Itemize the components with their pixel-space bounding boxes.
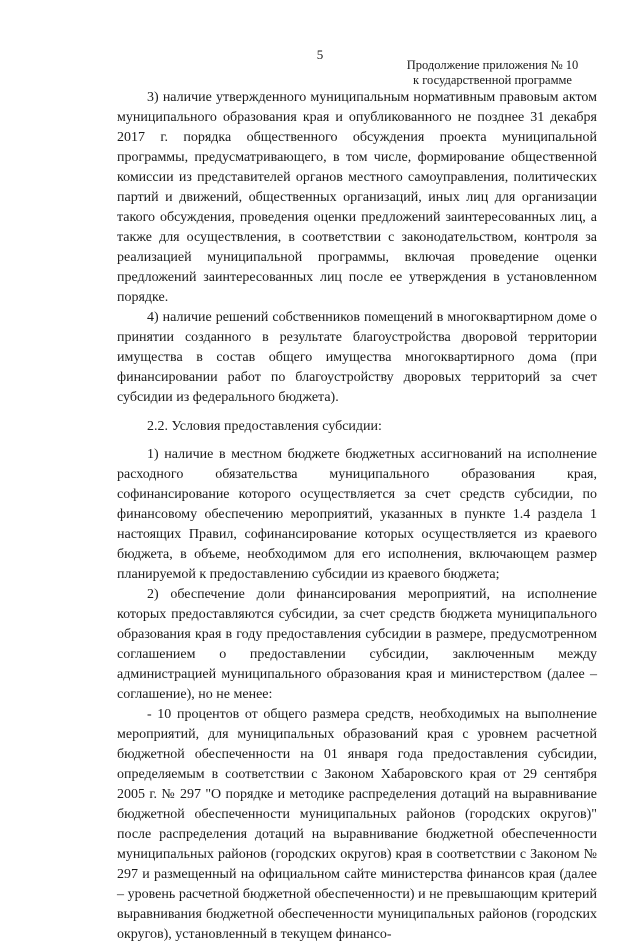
paragraph-condition-2: 2) обеспечение доли финансирования мероприятий, на исполнение которых предоставляются субсидии, за счет средств бюджета муниципального образования края в году предоставления субсидии в размере, предусмотренном соглашением о предоставлении субсидии, заключенным между администрацией муниципального образования края и министерством (далее – соглашение), но не менее: xyxy=(117,587,597,702)
section-title-2-2: 2.2. Условия предоставления субсидии: xyxy=(147,419,382,434)
appendix-header xyxy=(385,58,600,88)
appendix-header-line-2: к государственной программе xyxy=(413,73,572,87)
paragraph-item-3: 3) наличие утвержденного муниципальным нормативным правовым актом муниципального образования края и опубликованного не позднее 31 декабря 2017 г. порядка общественного обсуждения проекта муниципальной программы, предусматривающего, в том числе, формирование общественной комиссии из представителей органов местного самоуправления, политических партий и движений, общественных организаций, иных лиц для организации такого обсуждения, проведения оценки предложений заинтересованных лиц, а также для осуществления, в соответствии с законодательством, контроля за реализацией муниципальной программы, включая проведение оценки предложений заинтересованных лиц после ее утверждения в установленном порядке. xyxy=(117,90,597,305)
page-number: 5 xyxy=(316,47,324,62)
paragraph-condition-1: 1) наличие в местном бюджете бюджетных ассигнований на исполнение расходного обязательства муниципального образования края, софинансирование которого осуществляется за счет средств субсидии, по финансовому обеспечению мероприятий, указанных в пункте 1.4 раздела 1 настоящих Правил, софинансирование которых осуществляется из краевого бюджета, в объеме, необходимом для его исполнения, включающем размер планируемой к предоставлению субсидии из краевого бюджета; xyxy=(117,447,597,582)
document-body xyxy=(117,88,597,945)
paragraph-condition-2-bullet: - 10 процентов от общего размера средств, необходимых на выполнение мероприятий, для муниципальных образований края с уровнем расчетной бюджетной обеспеченности на 01 января года предоставления субсидии, определяемым в соответствии с Законом Хабаровского края от 29 сентября 2005 г. № 297 "О порядке и методике распределения дотаций на выравнивание бюджетной обеспеченности муниципальных районов (городских округов)" после распределения дотаций на выравнивание бюджетной обеспеченности муниципальных районов (городских округов) края в соответствии с Законом № 297 и размещенный на официальном сайте министерства финансов края (далее – уровень расчетной бюджетной обеспеченности) и не превышающим критерий выравнивания бюджетной обеспеченности муниципальных районов (городских округов), установленный в текущем финансо- xyxy=(117,707,597,942)
paragraph-item-4: 4) наличие решений собственников помещений в многоквартирном доме о принятии созданного в результате благоустройства дворовой территории имущества в состав общего имущества многоквартирного дома (при финансировании работ по благоустройству дворовых территорий за счет субсидии из федерального бюджета). xyxy=(117,310,597,405)
appendix-header-line-1: Продолжение приложения № 10 xyxy=(406,58,579,72)
